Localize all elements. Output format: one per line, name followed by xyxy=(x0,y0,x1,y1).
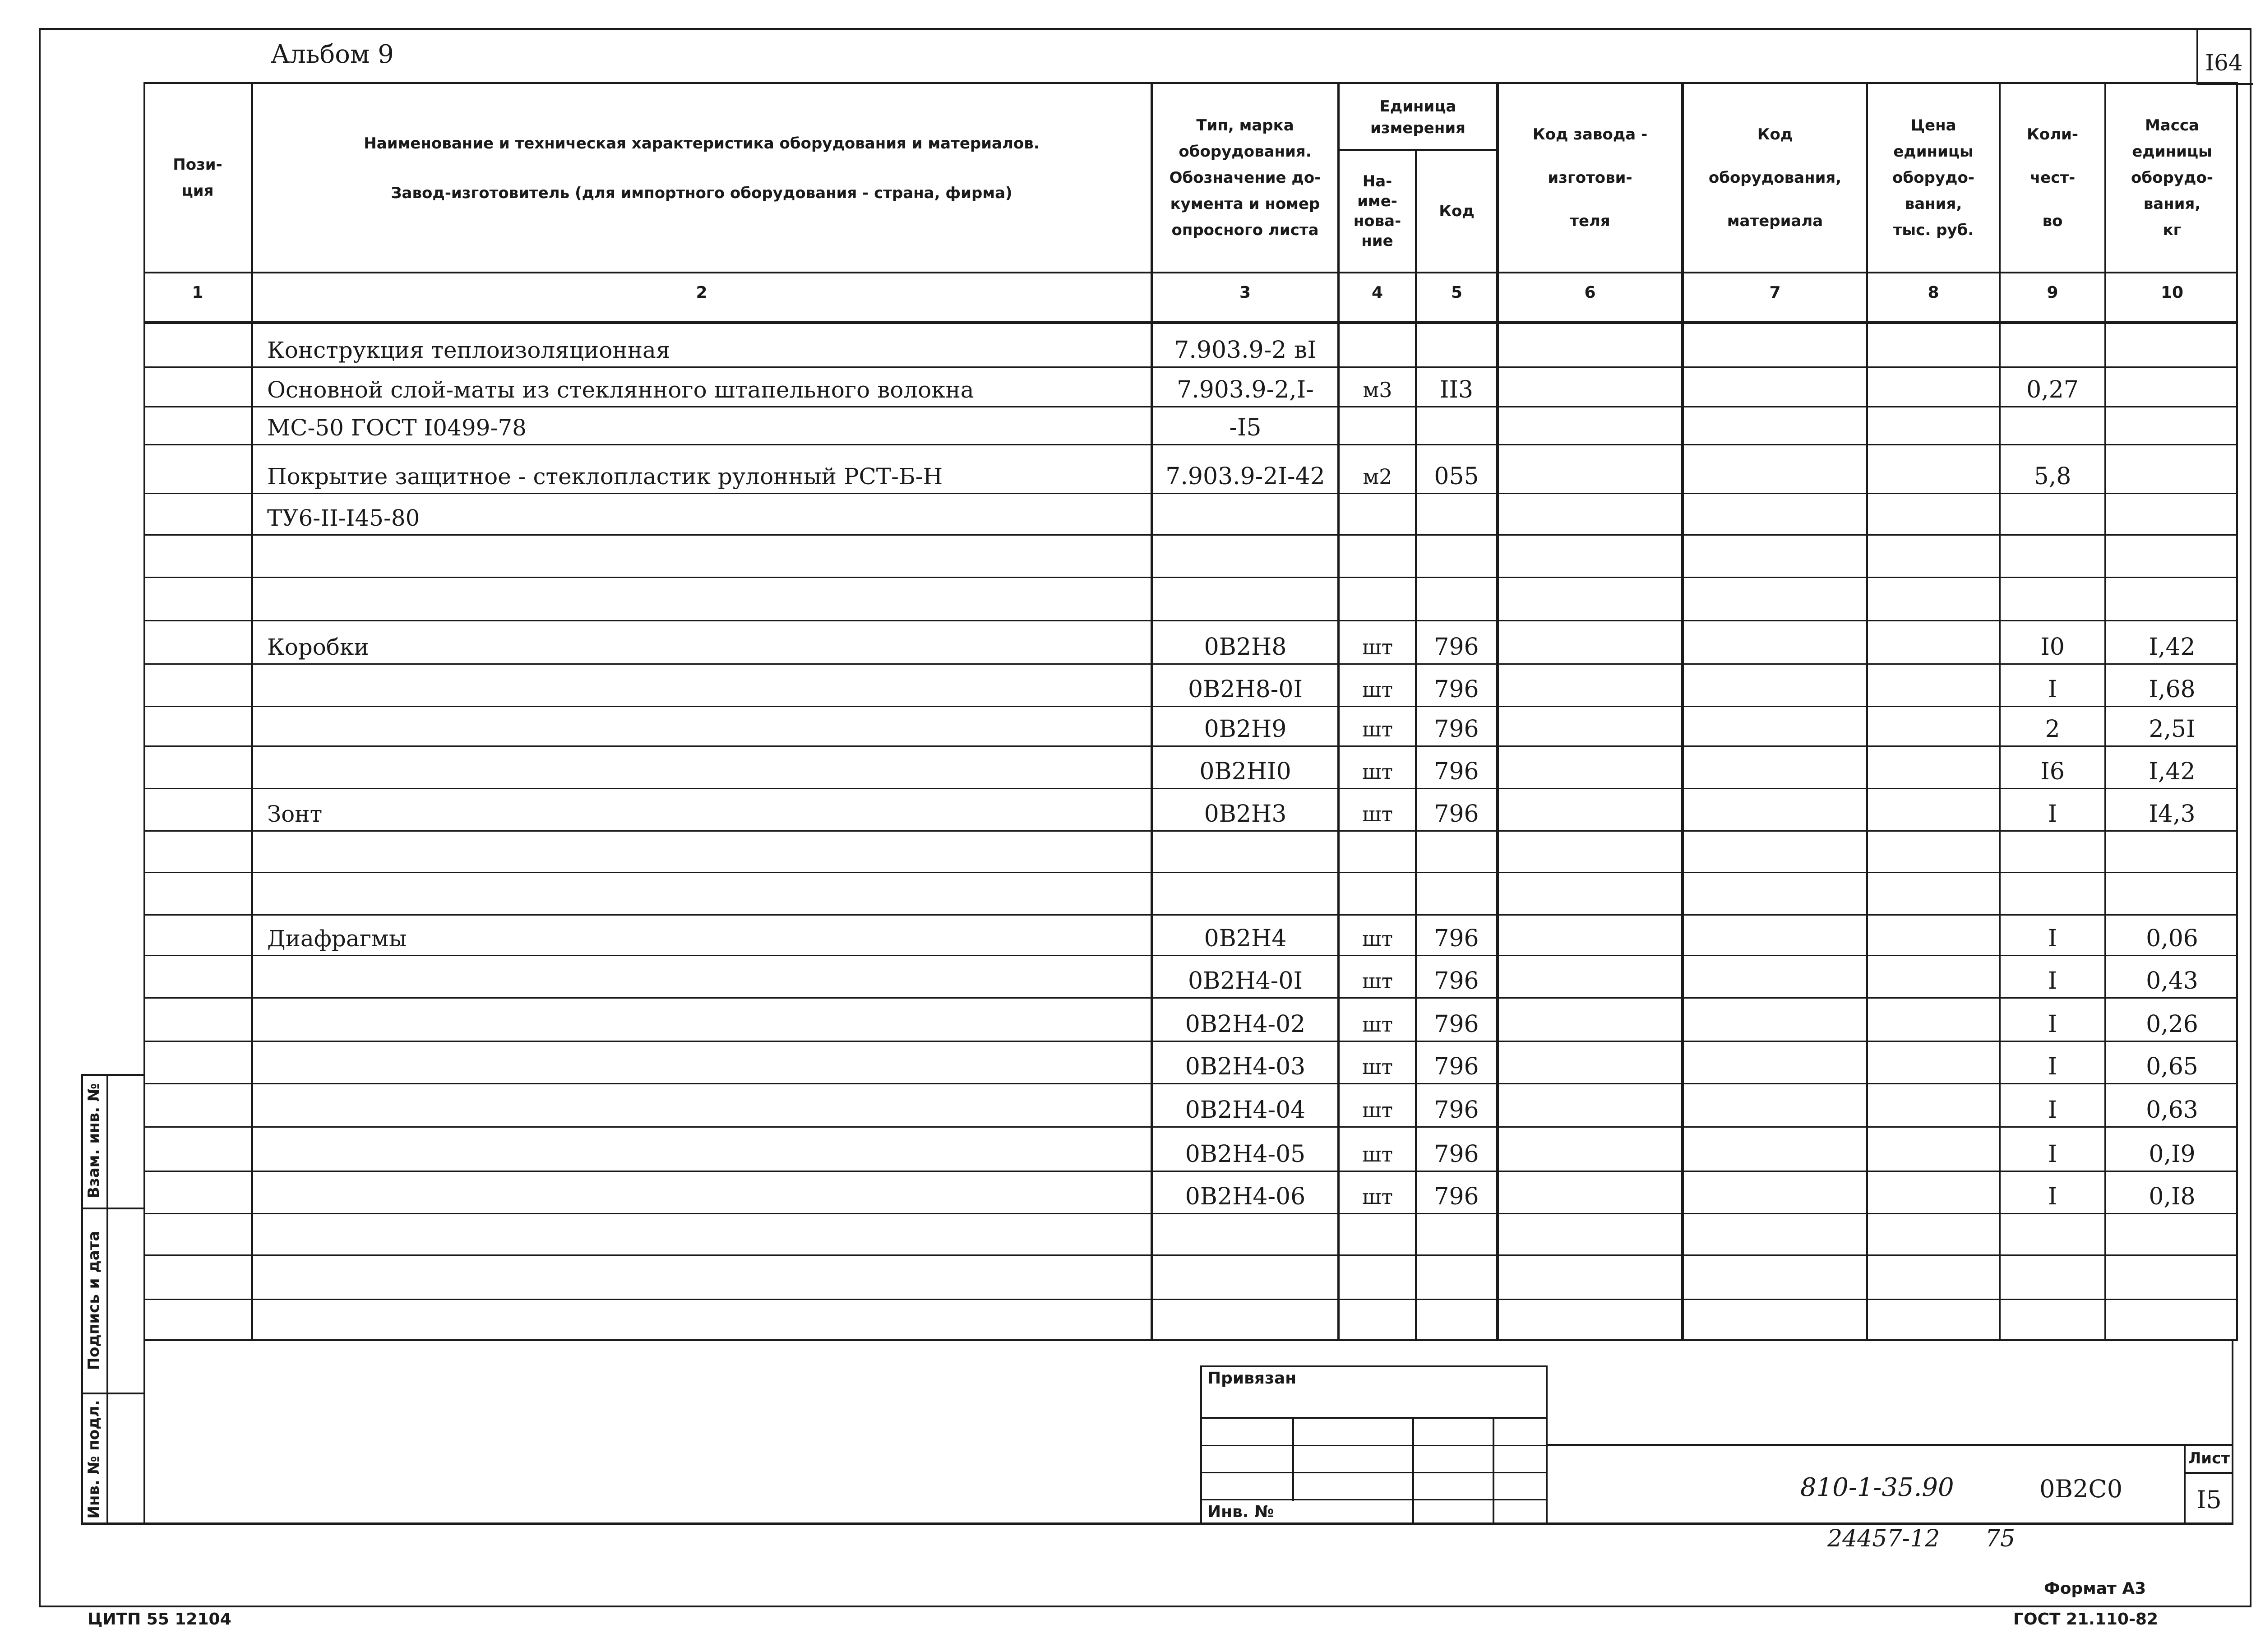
archive-suffix: 75 xyxy=(1985,1525,2016,1552)
row-code: 796 xyxy=(1434,1141,1479,1168)
list-label: Лист xyxy=(2188,1449,2230,1467)
col-number-6: 6 xyxy=(1584,283,1596,302)
row-qty: I xyxy=(2048,801,2057,828)
row-name: Покрытие защитное - стеклопластик рулонный РСТ-Б-Н xyxy=(267,463,943,490)
row-doc: 0В2Н4-04 xyxy=(1185,1097,1306,1124)
row-doc: 0В2Н4 xyxy=(1204,925,1287,952)
header-col2-line2: Завод-изготовитель (для импортного оборудования - страна, фирма) xyxy=(391,184,1012,202)
row-qty: I xyxy=(2048,1141,2057,1168)
row-code: 796 xyxy=(1434,1097,1479,1124)
header-col6: Код завода - изготови- теля xyxy=(1532,125,1648,230)
outer-frame-right xyxy=(2250,28,2251,1607)
footer-format: Формат А3 xyxy=(2044,1579,2146,1598)
header-col3: Тип, марка оборудования. Обозначение до- кумента и номер опросного листа xyxy=(1169,116,1321,239)
header-col5: Код xyxy=(1439,202,1475,220)
row-divider xyxy=(143,745,2238,747)
album-title: Альбом 9 xyxy=(271,40,394,69)
row-name: Основной слой-маты из стеклянного штапельного волокна xyxy=(267,377,974,403)
row-code: 796 xyxy=(1434,634,1479,661)
bottom-frame-left xyxy=(143,1341,145,1524)
row-unit: м3 xyxy=(1363,378,1392,402)
row-mass: I,68 xyxy=(2149,676,2196,703)
col-divider-1 xyxy=(251,82,253,1341)
row-doc: 0В2Н9 xyxy=(1204,716,1287,743)
row-doc: 0В2Н4-05 xyxy=(1185,1141,1306,1168)
row-divider xyxy=(143,830,2238,832)
privyazan-vline-2 xyxy=(1412,1417,1414,1524)
number-row-bottom-line xyxy=(143,321,2238,324)
row-code: 796 xyxy=(1434,801,1479,828)
outer-frame-left xyxy=(39,28,41,1607)
row-divider xyxy=(143,788,2238,789)
header-col7: Код оборудования, материала xyxy=(1708,125,1842,230)
archive-number: 24457-12 xyxy=(1827,1525,1940,1552)
row-divider xyxy=(143,1083,2238,1084)
row-divider xyxy=(143,620,2238,621)
side-strip-divider-v xyxy=(106,1074,108,1524)
row-code: 796 xyxy=(1434,758,1479,785)
row-code: 796 xyxy=(1434,1053,1479,1080)
row-name: Конструкция теплоизоляционная xyxy=(267,337,670,363)
row-qty: I xyxy=(2048,967,2057,995)
row-divider xyxy=(143,1213,2238,1214)
row-unit: шт xyxy=(1362,802,1393,826)
side-label-vzam: Взам. инв. № xyxy=(85,1083,103,1199)
row-unit: шт xyxy=(1362,635,1393,659)
privyazan-line-2 xyxy=(1200,1445,1548,1446)
sheet-corner-number: I64 xyxy=(2205,50,2243,76)
row-mass: 0,26 xyxy=(2146,1011,2198,1038)
col-number-2: 2 xyxy=(696,283,707,302)
row-name: Коробки xyxy=(267,634,369,660)
row-divider xyxy=(143,872,2238,873)
header-col10: Масса единицы оборудо- вания, кг xyxy=(2131,116,2213,239)
privyazan-vline-1 xyxy=(1292,1417,1294,1501)
row-divider xyxy=(143,914,2238,916)
row-doc: 7.903.9-2I-42 xyxy=(1165,463,1325,490)
row-divider xyxy=(143,955,2238,956)
row-divider xyxy=(143,493,2238,494)
row-doc: 0В2Н4-06 xyxy=(1185,1183,1306,1210)
row-mass: I,42 xyxy=(2149,634,2196,661)
outer-frame-top xyxy=(40,28,2251,30)
privyazan-vline-3 xyxy=(1493,1417,1494,1524)
header-col8: Цена единицы оборудо- вания, тыс. руб. xyxy=(1892,116,1974,239)
row-divider xyxy=(143,663,2238,665)
outer-frame-bottom xyxy=(39,1606,2251,1607)
row-unit: шт xyxy=(1362,1098,1393,1122)
row-mass: 0,65 xyxy=(2146,1053,2198,1080)
row-doc: 7.903.9-2,I- xyxy=(1177,376,1314,403)
row-name: МС-50 ГОСТ I0499-78 xyxy=(267,415,527,441)
row-unit: шт xyxy=(1362,969,1393,993)
row-unit: шт xyxy=(1362,1012,1393,1037)
row-code: 796 xyxy=(1434,1011,1479,1038)
footer-gost: ГОСТ 21.110-82 xyxy=(2013,1610,2159,1629)
row-doc: 0В2Н4-02 xyxy=(1185,1011,1306,1038)
row-code: II3 xyxy=(1439,376,1474,403)
row-divider xyxy=(143,366,2238,368)
row-divider xyxy=(143,1041,2238,1042)
header-col4: На- име- нова- ние xyxy=(1353,172,1401,250)
row-doc: 7.903.9-2 вI xyxy=(1174,337,1317,364)
col-number-9: 9 xyxy=(2047,283,2058,302)
col-number-4: 4 xyxy=(1371,283,1383,302)
row-divider xyxy=(143,1171,2238,1172)
row-name: ТУ6-II-I45-80 xyxy=(267,505,420,531)
row-doc: 0В2Н3 xyxy=(1204,801,1287,828)
inv-no-label: Инв. № xyxy=(1207,1503,1274,1521)
row-mass: 0,06 xyxy=(2146,925,2198,952)
row-divider xyxy=(143,1126,2238,1128)
row-qty: 5,8 xyxy=(2034,463,2071,490)
row-divider xyxy=(143,577,2238,578)
row-divider xyxy=(143,706,2238,707)
document-mark: 0В2С0 xyxy=(2039,1475,2123,1503)
col-number-7: 7 xyxy=(1769,283,1781,302)
footer-left: ЦИТП 55 12104 xyxy=(88,1610,231,1629)
row-unit: шт xyxy=(1362,1142,1393,1166)
row-divider xyxy=(143,444,2238,445)
row-code: 796 xyxy=(1434,716,1479,743)
row-doc: 0В2Н8 xyxy=(1204,634,1287,661)
row-divider xyxy=(143,1299,2238,1300)
row-code: 796 xyxy=(1434,676,1479,703)
col-number-10: 10 xyxy=(2160,283,2184,302)
row-unit: шт xyxy=(1362,926,1393,951)
header-bottom-line xyxy=(143,272,2238,273)
row-unit: шт xyxy=(1362,717,1393,741)
row-name: Зонт xyxy=(267,801,323,827)
row-mass: 2,5I xyxy=(2149,716,2196,743)
row-qty: I6 xyxy=(2040,758,2065,785)
col-number-3: 3 xyxy=(1239,283,1251,302)
side-label-podpis: Подпись и дата xyxy=(85,1231,103,1370)
col-divider-4 xyxy=(1415,149,1417,1341)
row-doc: 0В2Н8-0I xyxy=(1188,676,1303,703)
title-block-top xyxy=(1548,1444,2233,1446)
header-col2-line1: Наименование и техническая характеристика оборудования и материалов. xyxy=(364,134,1040,153)
row-qty: I xyxy=(2048,1183,2057,1210)
header-col9: Коли- чест- во xyxy=(2027,125,2078,230)
bottom-frame-bottom xyxy=(81,1522,2233,1525)
row-qty: 0,27 xyxy=(2026,376,2079,403)
row-doc: 0В2НI0 xyxy=(1199,758,1291,785)
row-mass: I,42 xyxy=(2149,758,2196,785)
row-divider xyxy=(143,406,2238,407)
row-mass: 0,43 xyxy=(2146,967,2198,995)
row-unit: шт xyxy=(1362,759,1393,784)
row-qty: I xyxy=(2048,676,2057,703)
list-box-divider xyxy=(2184,1472,2233,1474)
row-doc: 0В2Н4-03 xyxy=(1185,1053,1306,1080)
row-code: 796 xyxy=(1434,925,1479,952)
row-mass: 0,I8 xyxy=(2149,1183,2196,1210)
row-qty: I xyxy=(2048,1097,2057,1124)
row-doc: 0В2Н4-0I xyxy=(1188,967,1303,995)
row-unit: шт xyxy=(1362,1185,1393,1209)
row-doc: -I5 xyxy=(1229,414,1262,441)
row-qty: I xyxy=(2048,925,2057,952)
row-name: Диафрагмы xyxy=(267,925,407,952)
row-divider xyxy=(143,997,2238,999)
list-number: I5 xyxy=(2196,1485,2222,1514)
side-label-inv-podl: Инв. № подл. xyxy=(85,1400,103,1519)
privyazan-line-3 xyxy=(1200,1472,1548,1473)
row-divider xyxy=(143,534,2238,536)
row-mass: 0,63 xyxy=(2146,1097,2198,1124)
row-unit: шт xyxy=(1362,677,1393,702)
row-mass: 0,I9 xyxy=(2149,1141,2196,1168)
header-unit-group: Единица измерения xyxy=(1370,97,1465,137)
row-qty: I xyxy=(2048,1053,2057,1080)
row-qty: I0 xyxy=(2040,634,2065,661)
document-code: 810-1-35.90 xyxy=(1800,1473,1954,1502)
col-number-1: 1 xyxy=(192,283,203,302)
row-code: 796 xyxy=(1434,1183,1479,1210)
row-unit: шт xyxy=(1362,1055,1393,1079)
row-code: 796 xyxy=(1434,967,1479,995)
privyazan-line-1 xyxy=(1200,1417,1548,1419)
row-divider xyxy=(143,1254,2238,1256)
header-col1: Пози- ция xyxy=(173,156,222,200)
col-number-8: 8 xyxy=(1928,283,1939,302)
row-mass: I4,3 xyxy=(2149,801,2196,828)
row-unit: м2 xyxy=(1363,464,1392,489)
row-qty: I xyxy=(2048,1011,2057,1038)
privyazan-line-4 xyxy=(1200,1499,1548,1500)
col-number-5: 5 xyxy=(1451,283,1463,302)
row-qty: 2 xyxy=(2045,716,2060,743)
privyazan-label: Привязан xyxy=(1207,1369,1297,1388)
row-code: 055 xyxy=(1434,463,1479,490)
